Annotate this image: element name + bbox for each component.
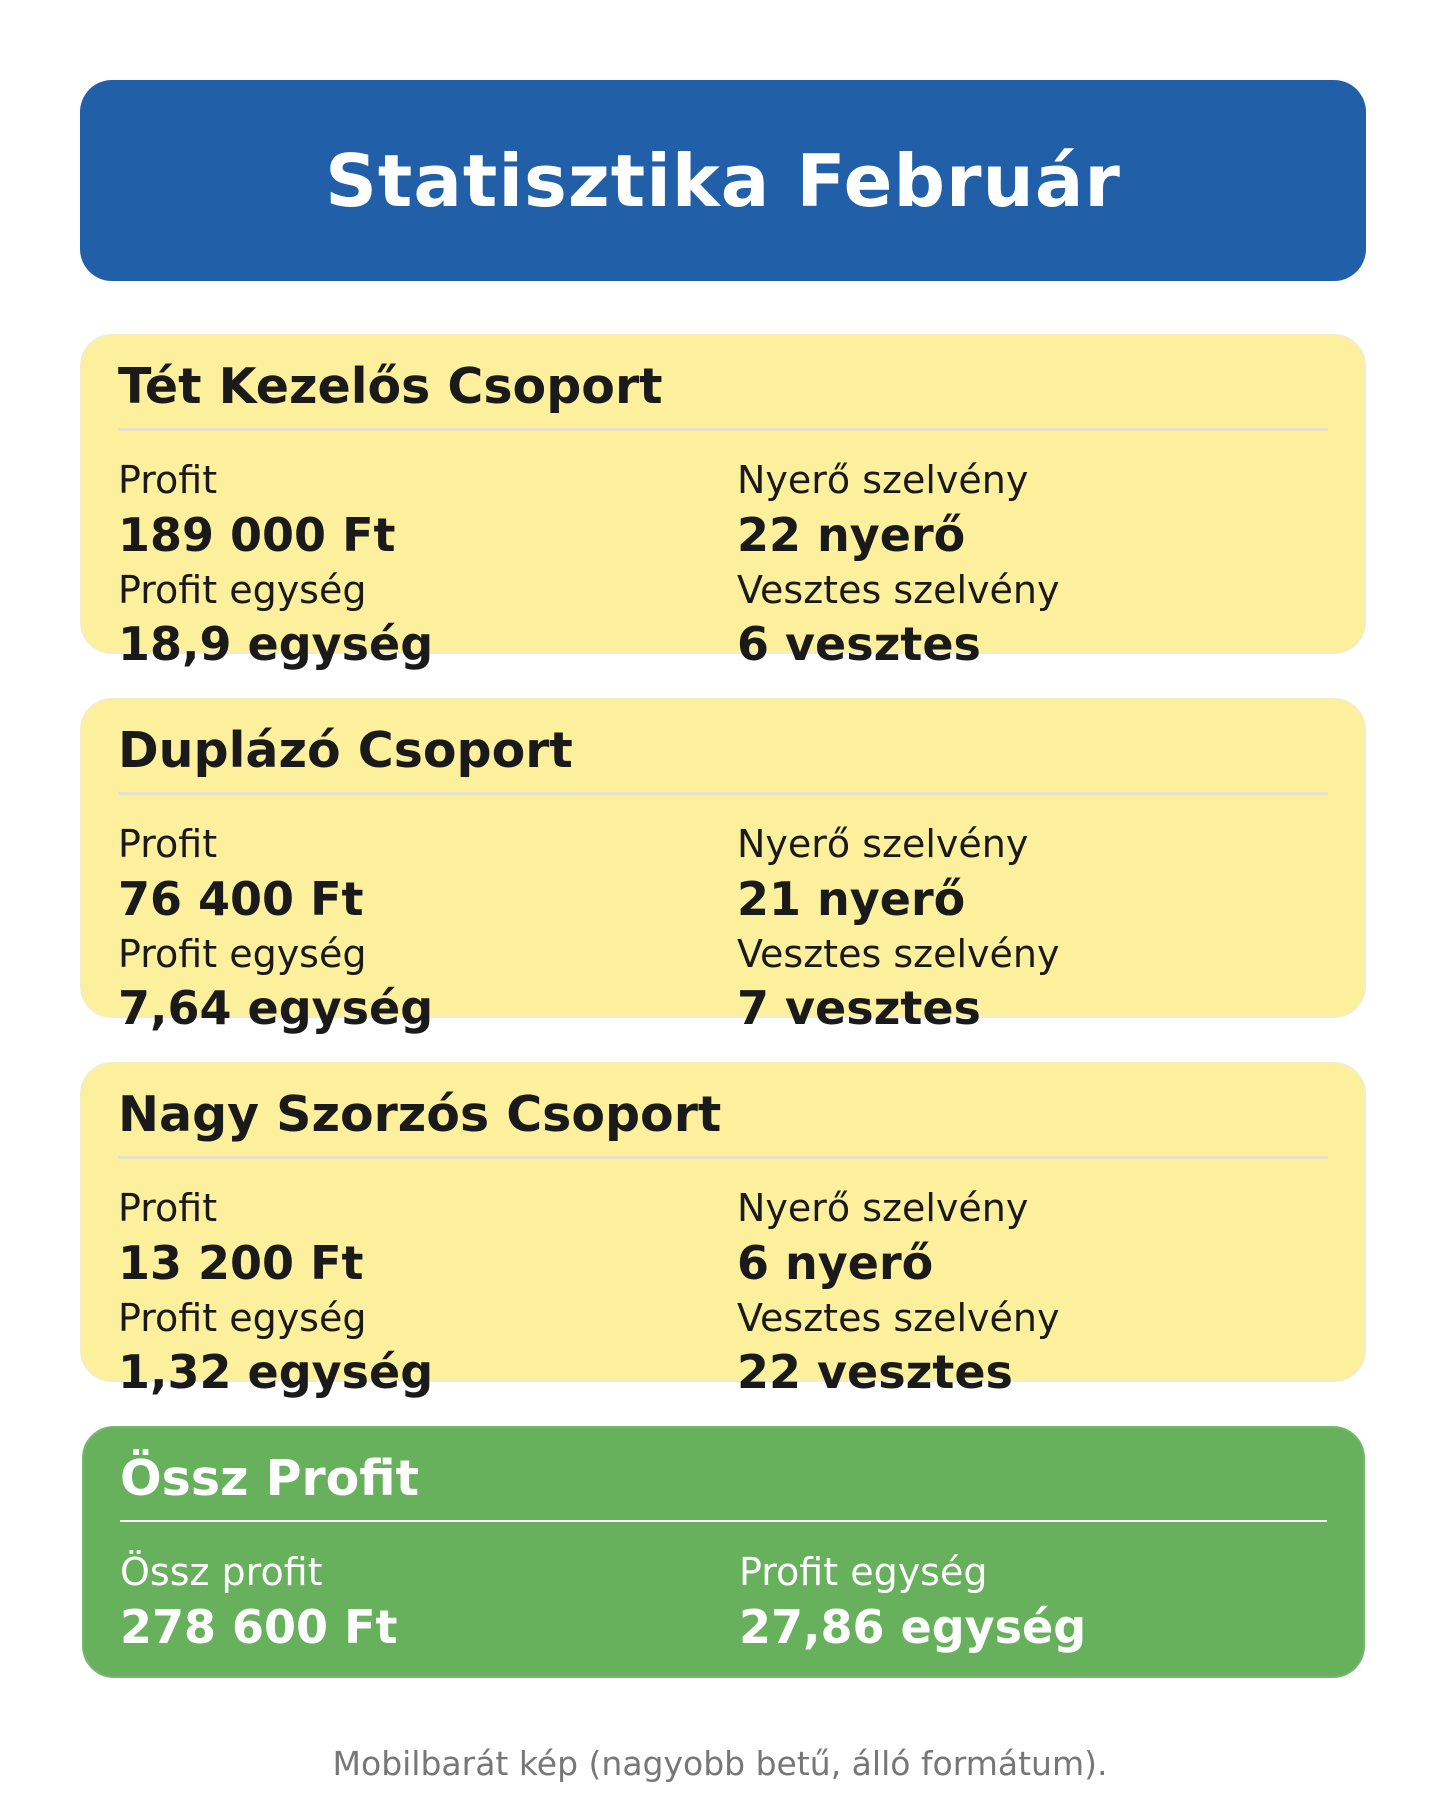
profit-label: Profit [118,458,218,502]
profit-units-label: Profit egység [118,932,367,976]
profit-units-value: 1,32 egység [118,1345,434,1399]
profit-value: 189 000 Ft [118,508,396,562]
profit-units-label: Profit egység [118,568,367,612]
total-units-value: 27,86 egység [739,1600,1087,1654]
group-title: Duplázó Csoport [118,722,573,779]
page-header [80,80,1366,281]
profit-units-value: 7,64 egység [118,981,434,1035]
losing-tickets-label: Vesztes szelvény [737,932,1060,976]
total-profit-label: Össz profit [120,1550,323,1594]
winning-tickets-value: 21 nyerő [737,872,966,926]
group-title: Nagy Szorzós Csoport [118,1086,722,1143]
group-card-duplazo [80,698,1366,1035]
winning-tickets-label: Nyerő szelvény [737,822,1029,866]
losing-tickets-label: Vesztes szelvény [737,1296,1060,1340]
winning-tickets-value: 22 nyerő [737,508,966,562]
group-card-tet-kezelos [80,334,1366,671]
winning-tickets-label: Nyerő szelvény [737,1186,1029,1230]
profit-units-label: Profit egység [118,1296,367,1340]
divider [118,1156,1328,1159]
profit-label: Profit [118,822,218,866]
page-title: Statisztika Február [325,138,1121,223]
total-units-label: Profit egység [739,1550,988,1594]
total-title: Össz Profit [120,1450,420,1507]
losing-tickets-value: 6 vesztes [737,617,981,671]
losing-tickets-value: 7 vesztes [737,981,981,1035]
group-card-nagy-szorzos [80,1062,1366,1399]
winning-tickets-value: 6 nyerő [737,1236,934,1290]
profit-value: 13 200 Ft [118,1236,364,1290]
profit-value: 76 400 Ft [118,872,364,926]
footer-note: Mobilbarát kép (nagyobb betű, álló formátum). [332,1744,1108,1783]
divider [118,428,1328,431]
losing-tickets-label: Vesztes szelvény [737,568,1060,612]
total-profit-card [82,1426,1365,1678]
divider [118,792,1328,795]
losing-tickets-value: 22 vesztes [737,1345,1013,1399]
divider [120,1520,1327,1522]
total-profit-value: 278 600 Ft [120,1600,398,1654]
winning-tickets-label: Nyerő szelvény [737,458,1029,502]
profit-units-value: 18,9 egység [118,617,434,671]
group-title: Tét Kezelős Csoport [118,358,663,415]
profit-label: Profit [118,1186,218,1230]
